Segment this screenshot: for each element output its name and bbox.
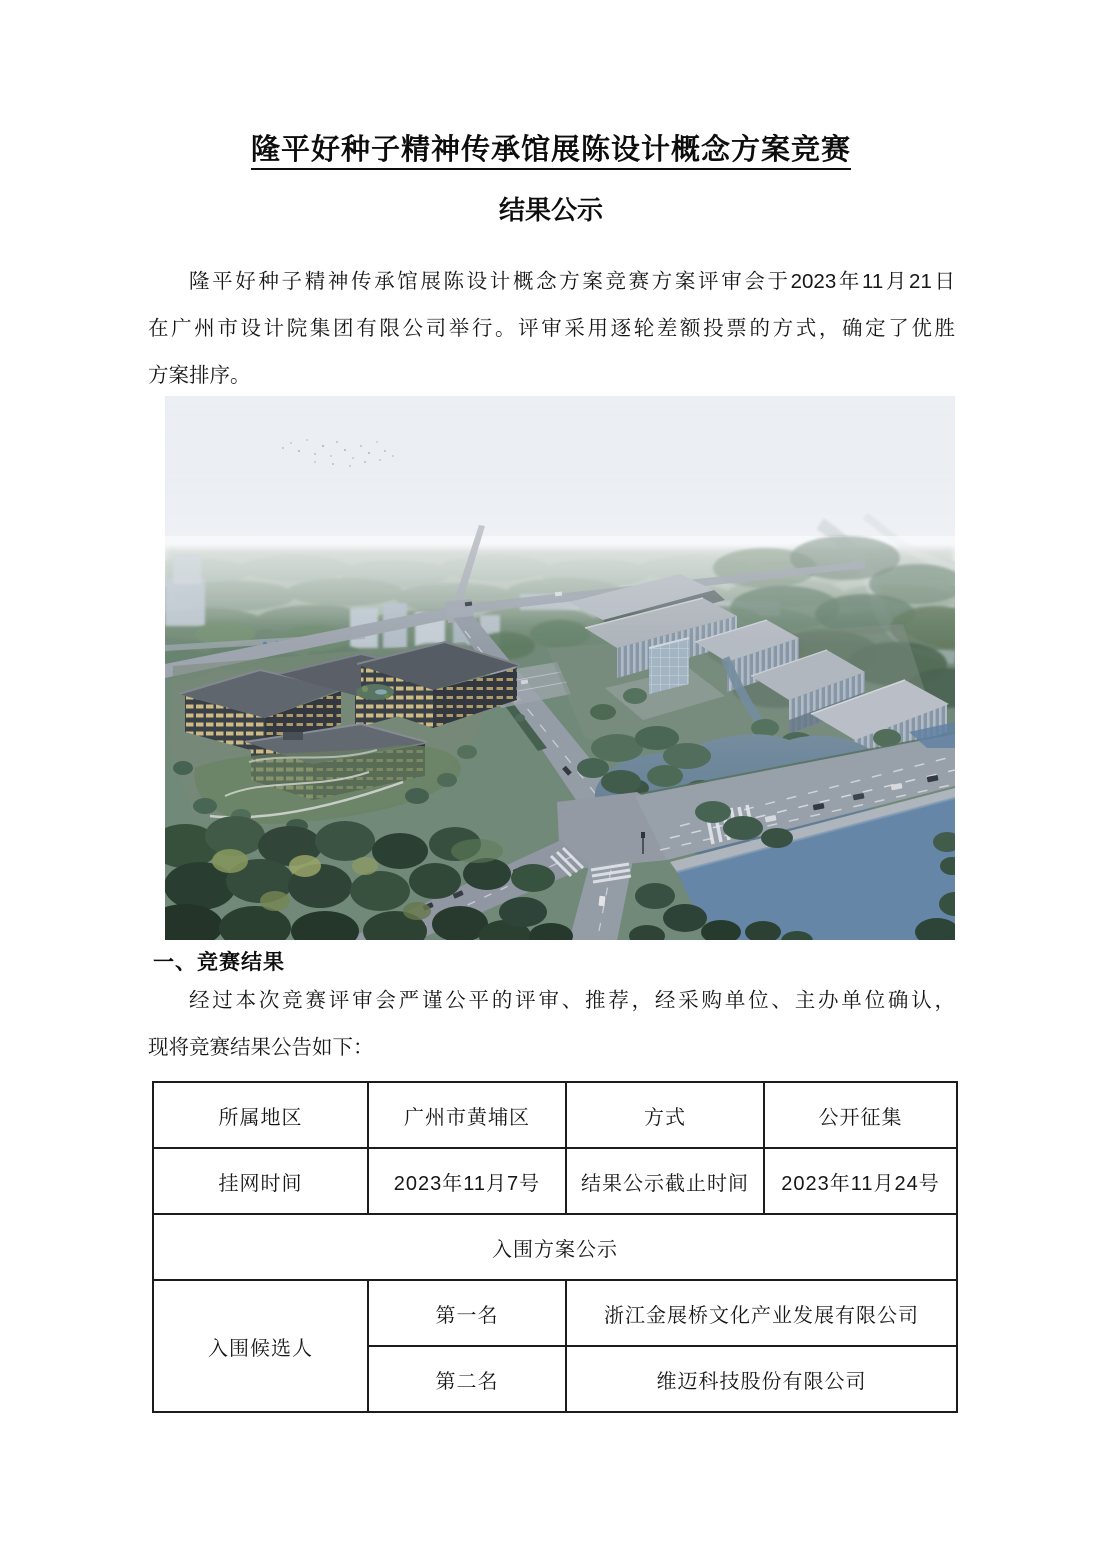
intro-line-1: 隆平好种子精神传承馆展陈设计概念方案竞赛方案评审会于2023年11月21日 — [189, 270, 955, 293]
table-row-first-place — [153, 1280, 957, 1346]
cell-first-place-label: 第一名 — [368, 1280, 566, 1346]
page-title — [0, 131, 1102, 169]
cell-deadline-label: 结果公示截止时间 — [566, 1148, 764, 1214]
intro-paragraph — [148, 258, 955, 399]
table-row-region — [153, 1082, 957, 1148]
cell-post-time-label: 挂网时间 — [153, 1148, 368, 1214]
cell-shortlist-header: 入围方案公示 — [153, 1214, 957, 1280]
cell-candidates-label: 入围候选人 — [153, 1280, 368, 1412]
intro-line-3: 方案排序。 — [148, 364, 251, 387]
cell-method-value: 公开征集 — [764, 1082, 957, 1148]
cell-second-place-label: 第二名 — [368, 1346, 566, 1412]
results-line-2: 现将竞赛结果公告如下： — [148, 1036, 374, 1059]
results-table — [152, 1081, 958, 1413]
cell-deadline-value: 2023年11月24号 — [764, 1148, 957, 1214]
cell-region-value: 广州市黄埔区 — [368, 1082, 566, 1148]
page-subtitle: 结果公示 — [498, 195, 603, 225]
results-paragraph — [148, 977, 955, 1071]
cell-method-label: 方式 — [566, 1082, 764, 1148]
cell-first-place-value: 浙江金展桥文化产业发展有限公司 — [566, 1280, 957, 1346]
cell-post-time-value: 2023年11月7号 — [368, 1148, 566, 1214]
aerial-rendering-svg — [165, 396, 955, 940]
cell-second-place-value: 维迈科技股份有限公司 — [566, 1346, 957, 1412]
section-heading: 一、竞赛结果 — [153, 951, 285, 974]
table-row-shortlist-header — [153, 1214, 957, 1280]
results-line-1: 经过本次竞赛评审会严谨公平的评审、推荐，经采购单位、主办单位确认， — [189, 989, 955, 1012]
aerial-rendering-image — [165, 396, 955, 940]
intro-line-2: 在广州市设计院集团有限公司举行。评审采用逐轮差额投票的方式，确定了优胜 — [148, 317, 955, 340]
cell-region-label: 所属地区 — [153, 1082, 368, 1148]
page-title-text: 隆平好种子精神传承馆展陈设计概念方案竞赛 — [251, 134, 851, 170]
table-row-dates — [153, 1148, 957, 1214]
